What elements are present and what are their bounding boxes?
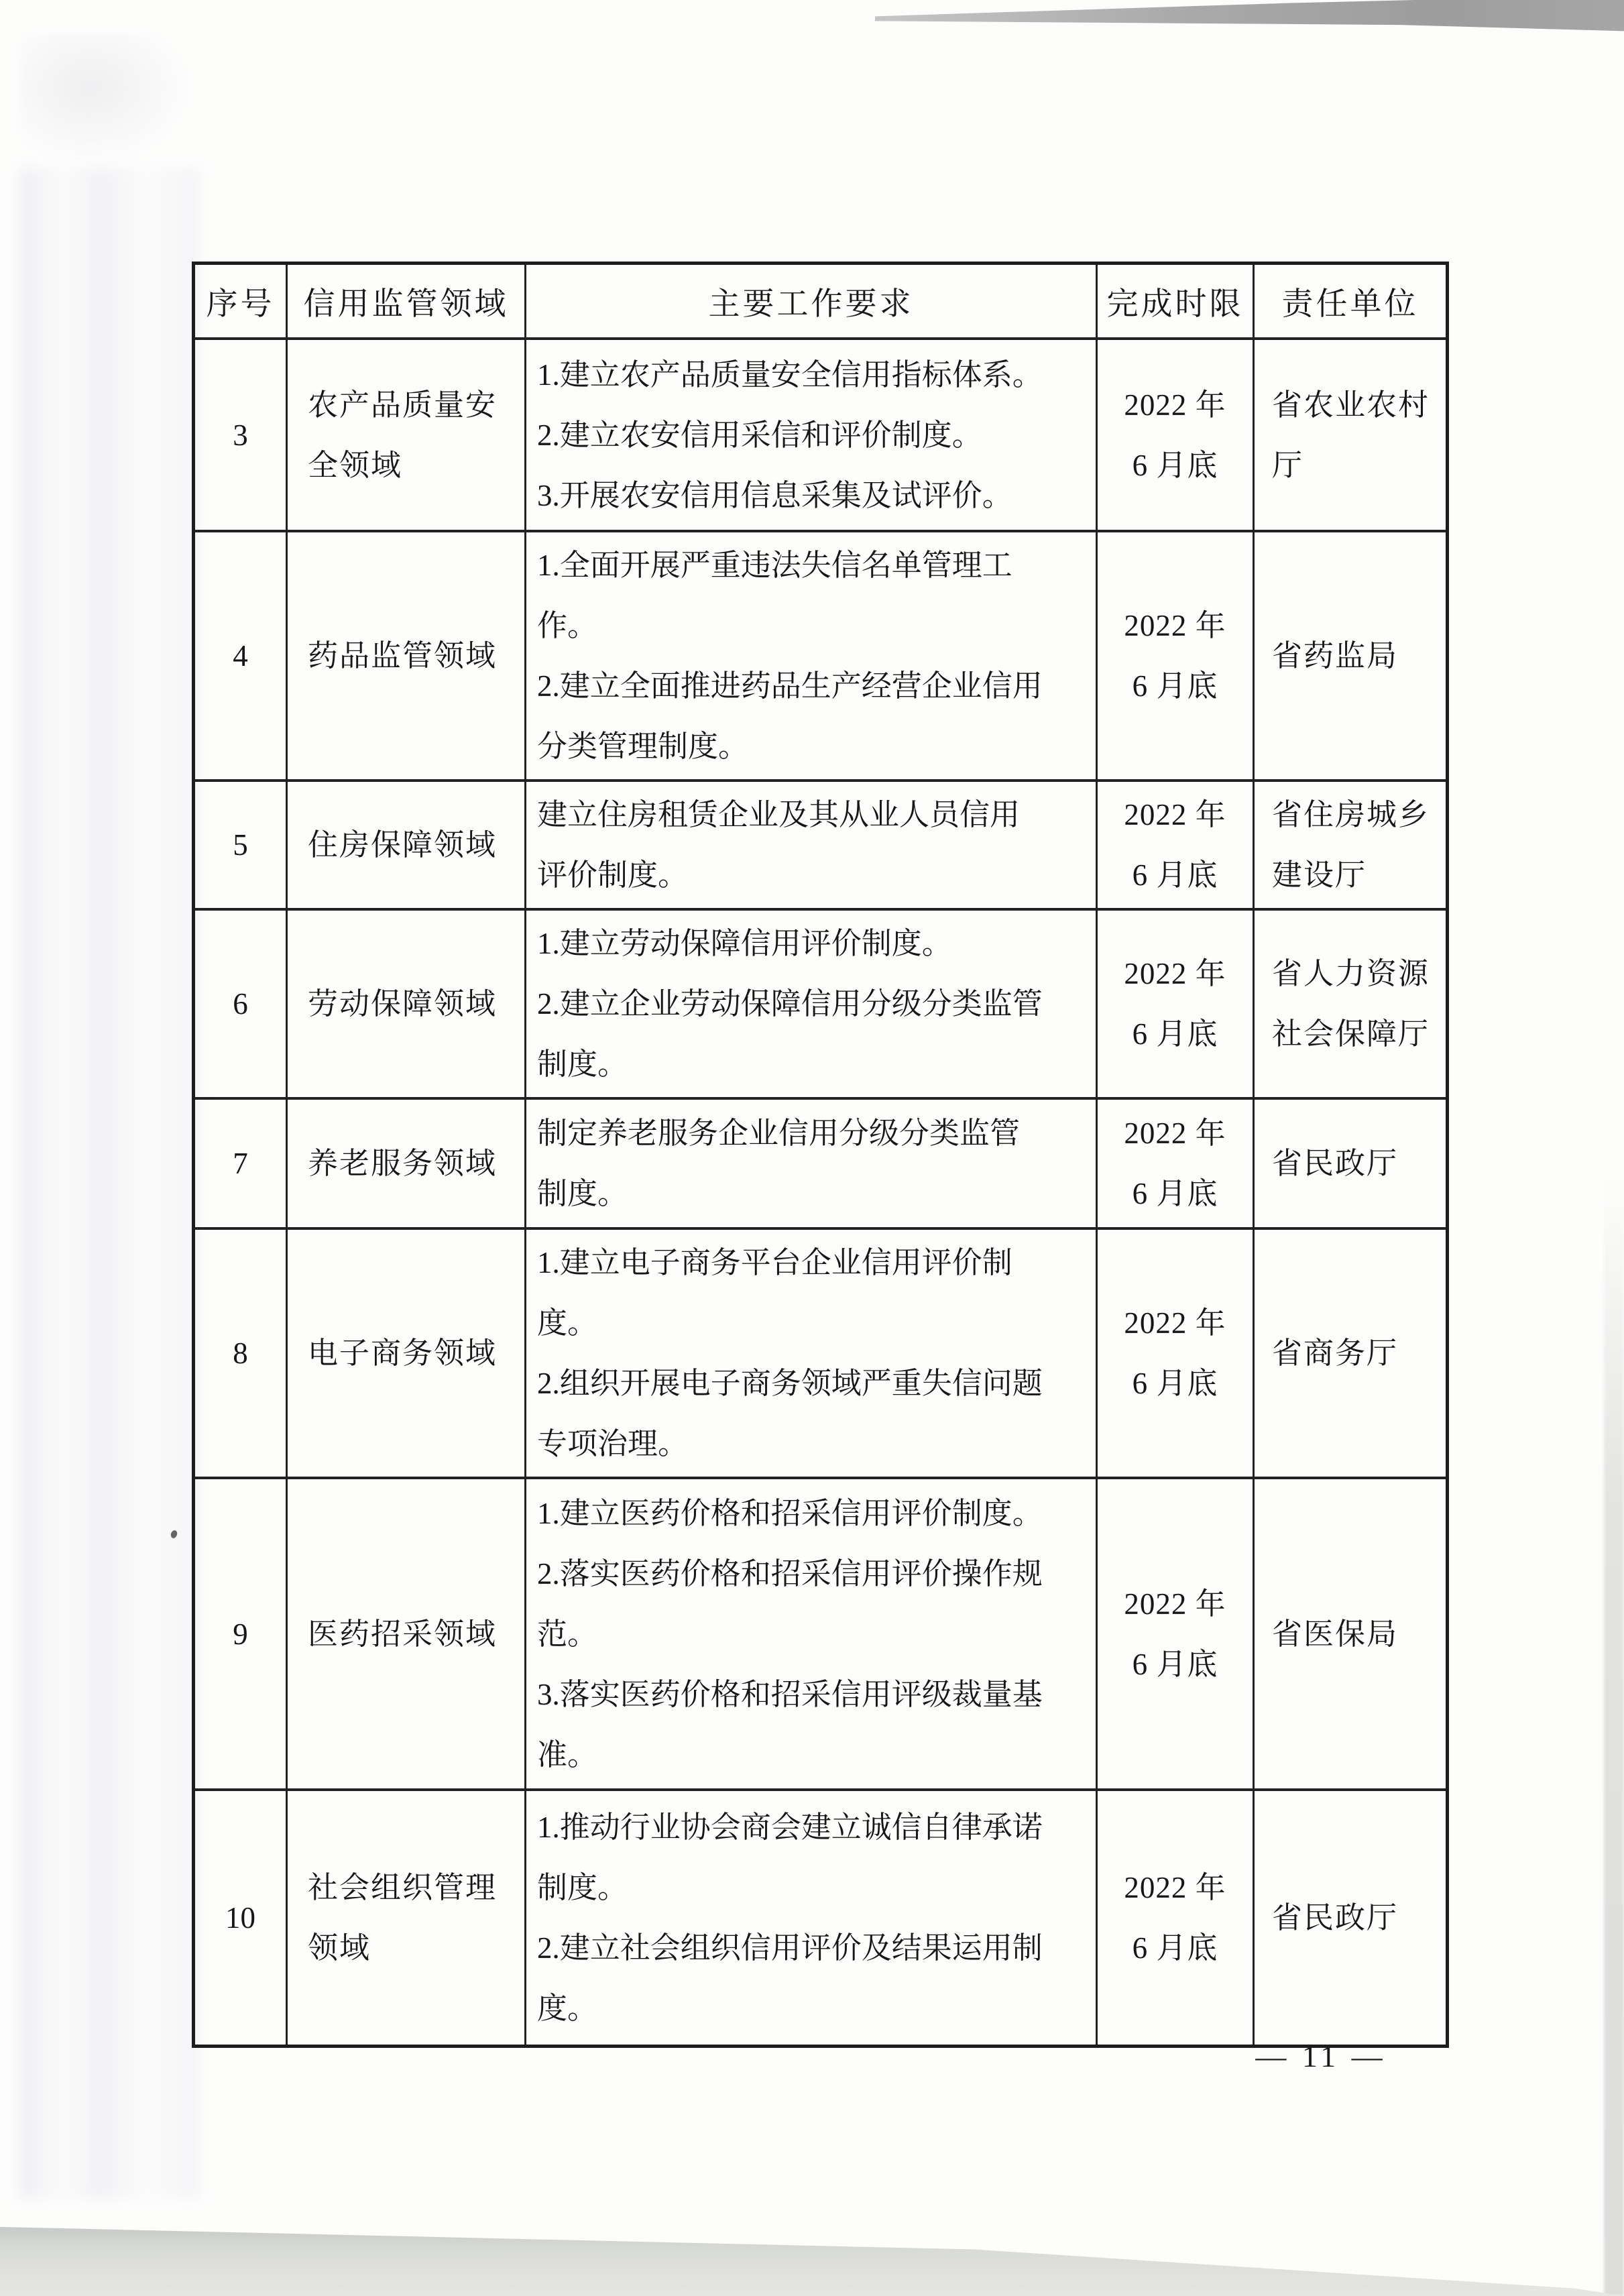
table-row	[194, 1228, 1448, 1478]
row-number-cell: 7	[194, 1098, 287, 1228]
deadline-line: 2022 年	[1124, 609, 1226, 642]
deadline-line: 6 月底	[1132, 1017, 1218, 1051]
deadline-cell	[1097, 339, 1254, 531]
row-number-cell: 6	[194, 909, 287, 1098]
requirement-item: 1.建立医药价格和招采信用评价制度。	[537, 1496, 1043, 1530]
table-row	[194, 531, 1448, 781]
deadline-line: 6 月底	[1132, 1931, 1218, 1965]
scan-artifact-top-left-smudge	[20, 34, 194, 168]
unit-cell: 省住房城乡建设厅	[1254, 781, 1448, 909]
requirement-item: 制定养老服务企业信用分级分类监管制度。	[537, 1116, 1021, 1210]
unit-cell: 省商务厅	[1254, 1228, 1448, 1478]
unit-cell: 省医保局	[1254, 1478, 1448, 1790]
requirement-item: 1.推动行业协会商会建立诚信自律承诺制度。	[537, 1810, 1043, 1904]
header-main-work-requirements: 主要工作要求	[526, 264, 1097, 339]
deadline-line: 6 月底	[1132, 858, 1218, 892]
header-responsible-unit: 责任单位	[1254, 264, 1448, 339]
requirement-item: 1.全面开展严重违法失信名单管理工作。	[537, 549, 1012, 642]
row-number-cell: 9	[194, 1478, 287, 1790]
scan-artifact-top-wedge	[875, 0, 1624, 39]
requirements-cell	[526, 531, 1097, 781]
requirement-item: 2.建立企业劳动保障信用分级分类监管制度。	[537, 987, 1043, 1081]
requirements-cell	[526, 1228, 1097, 1478]
requirement-item: 1.建立电子商务平台企业信用评价制度。	[537, 1246, 1012, 1340]
header-completion-deadline: 完成时限	[1097, 264, 1254, 339]
deadline-line: 2022 年	[1124, 1116, 1226, 1150]
requirements-cell	[526, 909, 1097, 1098]
header-supervision-field: 信用监管领域	[287, 264, 526, 339]
requirement-item: 2.组织开展电子商务领域严重失信问题专项治理。	[537, 1367, 1043, 1460]
requirement-item: 1.建立农产品质量安全信用指标体系。	[537, 357, 1043, 392]
deadline-cell	[1097, 531, 1254, 781]
requirement-item: 2.建立农安信用采信和评价制度。	[537, 418, 982, 452]
deadline-line: 6 月底	[1132, 1647, 1218, 1681]
table-row	[194, 339, 1448, 531]
field-cell: 养老服务领域	[287, 1098, 526, 1228]
deadline-cell	[1097, 909, 1254, 1098]
scan-artifact-right-edge	[1604, 1173, 1624, 2296]
deadline-cell	[1097, 781, 1254, 909]
deadline-line: 2022 年	[1124, 388, 1226, 422]
scan-artifact-left-streaks	[19, 168, 200, 2199]
page-number: — 11 —	[1255, 2039, 1387, 2073]
deadline-line: 2022 年	[1124, 798, 1226, 831]
unit-cell: 省药监局	[1254, 531, 1448, 781]
table-header-row	[194, 264, 1448, 339]
deadline-line: 2022 年	[1124, 957, 1226, 990]
requirements-cell	[526, 1790, 1097, 2046]
unit-cell: 省人力资源社会保障厅	[1254, 909, 1448, 1098]
table-row	[194, 781, 1448, 909]
row-number-cell: 5	[194, 781, 287, 909]
table-row	[194, 909, 1448, 1098]
unit-cell: 省民政厅	[1254, 1790, 1448, 2046]
deadline-cell	[1097, 1478, 1254, 1790]
header-serial-number: 序号	[194, 264, 287, 339]
row-number-cell: 4	[194, 531, 287, 781]
row-number-cell: 8	[194, 1228, 287, 1478]
scan-artifact-bottom-band	[0, 2221, 1624, 2296]
table-row	[194, 1098, 1448, 1228]
unit-cell: 省农业农村厅	[1254, 339, 1448, 531]
table-row	[194, 1790, 1448, 2046]
requirement-item: 2.建立社会组织信用评价及结果运用制度。	[537, 1931, 1043, 2025]
field-cell: 农产品质量安全领域	[287, 339, 526, 531]
deadline-line: 6 月底	[1132, 669, 1218, 703]
table-row	[194, 1478, 1448, 1790]
requirement-item: 建立住房租赁企业及其从业人员信用评价制度。	[537, 798, 1021, 892]
field-cell: 社会组织管理领域	[287, 1790, 526, 2046]
requirements-cell	[526, 781, 1097, 909]
deadline-line: 2022 年	[1124, 1587, 1226, 1621]
requirements-cell	[526, 1478, 1097, 1790]
field-cell: 药品监管领域	[287, 531, 526, 781]
requirements-cell	[526, 1098, 1097, 1228]
field-cell: 电子商务领域	[287, 1228, 526, 1478]
row-number-cell: 3	[194, 339, 287, 531]
field-cell: 医药招采领域	[287, 1478, 526, 1790]
requirement-item: 3.开展农安信用信息采集及试评价。	[537, 478, 1012, 512]
deadline-cell	[1097, 1098, 1254, 1228]
requirement-item: 2.落实医药价格和招采信用评价操作规范。	[537, 1556, 1043, 1651]
deadline-line: 2022 年	[1124, 1306, 1226, 1340]
unit-cell: 省民政厅	[1254, 1098, 1448, 1228]
deadline-cell	[1097, 1790, 1254, 2046]
requirement-item: 1.建立劳动保障信用评价制度。	[537, 927, 952, 960]
requirement-item: 3.落实医药价格和招采信用评级裁量基准。	[537, 1677, 1043, 1772]
field-cell: 劳动保障领域	[287, 909, 526, 1098]
requirement-item: 2.建立全面推进药品生产经营企业信用分类管理制度。	[537, 669, 1043, 763]
table-body	[194, 339, 1448, 2046]
deadline-cell	[1097, 1228, 1254, 1478]
deadline-line: 6 月底	[1132, 1177, 1218, 1210]
deadline-line: 6 月底	[1132, 1367, 1218, 1400]
field-cell: 住房保障领域	[287, 781, 526, 909]
deadline-line: 2022 年	[1124, 1870, 1226, 1904]
requirements-cell	[526, 339, 1097, 531]
deadline-line: 6 月底	[1132, 448, 1218, 482]
row-number-cell: 10	[194, 1790, 287, 2046]
credit-supervision-table	[192, 262, 1449, 2048]
